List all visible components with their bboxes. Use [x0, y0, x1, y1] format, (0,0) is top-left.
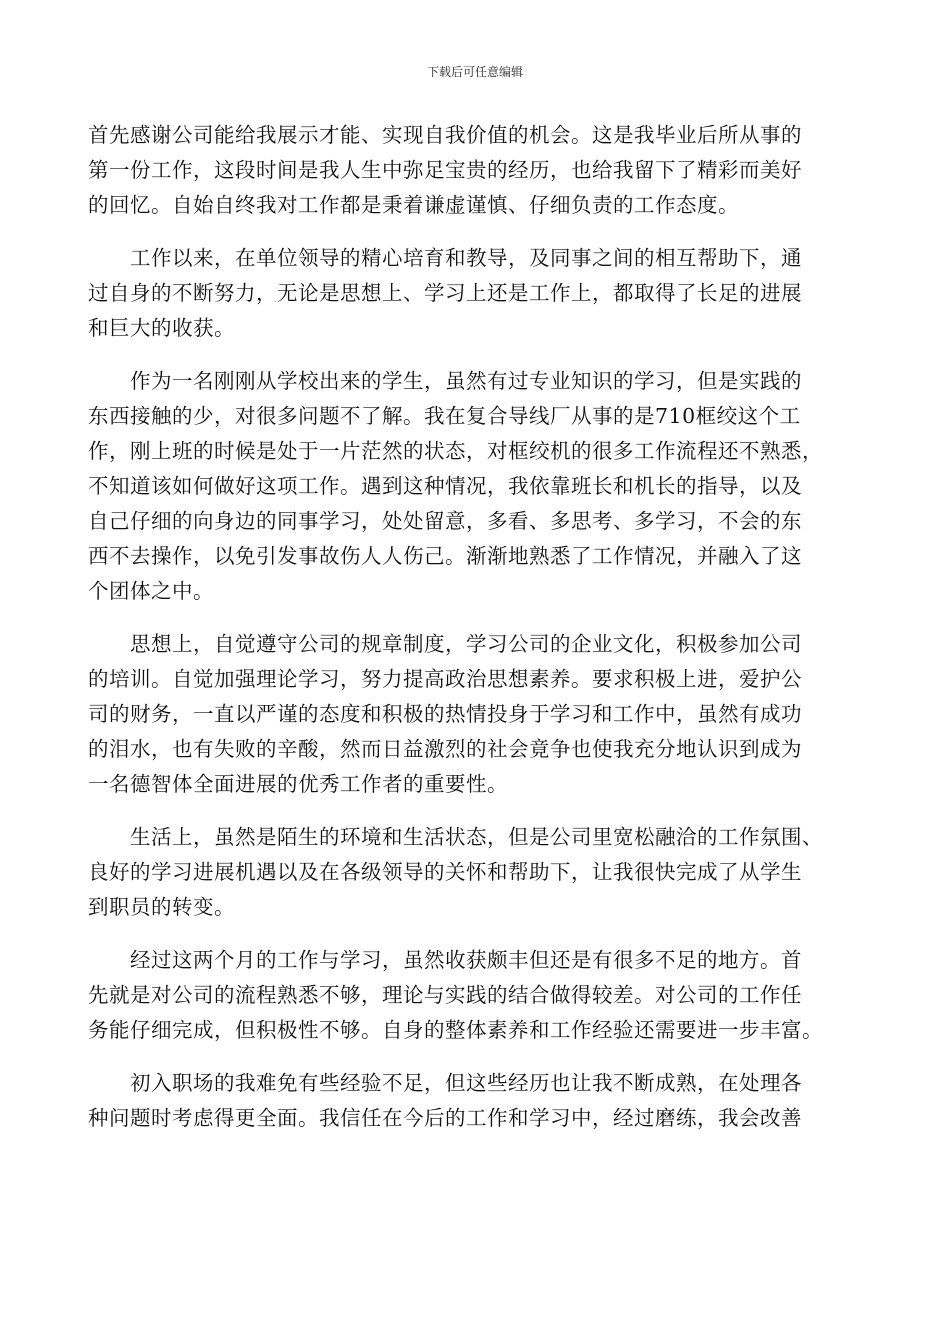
- paragraph-5: [88, 820, 863, 925]
- text-line: 良好的学习进展机遇以及在各级领导的关怀和帮助下，让我很快完成了从学生: [88, 860, 802, 884]
- text-line: 经过这两个月的工作与学习，虽然收获颇丰但还是有很多不足的地方。首: [88, 948, 802, 972]
- text-line: 思想上，自觉遵守公司的规章制度，学习公司的企业文化，积极参加公司: [88, 632, 802, 656]
- text-line: 的培训。自觉加强理论学习，努力提高政治思想素养。要求积极上进，爱护公: [88, 667, 802, 691]
- paragraph-2: [88, 241, 863, 346]
- text-line: 过自身的不断努力，无论是思想上、学习上还是工作上，都取得了长足的进展: [88, 281, 802, 305]
- text-line: 和巨大的收获。: [88, 316, 235, 340]
- text-line: 不知道该如何做好这项工作。遇到这种情况，我依靠班长和机长的指导，以及: [88, 474, 802, 498]
- text-line: 作为一名刚刚从学校出来的学生，虽然有过专业知识的学习，但是实践的: [88, 369, 802, 393]
- text-line: 工作以来，在单位领导的精心培育和教导，及同事之间的相互帮助下，通: [88, 246, 802, 270]
- text-line: 初入职场的我难免有些经验不足，但这些经历也让我不断成熟，在处理各: [88, 1071, 802, 1095]
- text-line: 司的财务，一直以严谨的态度和积极的热情投身于学习和工作中，虽然有成功: [88, 702, 802, 726]
- text-line: 首先感谢公司能给我展示才能、实现自我价值的机会。这是我毕业后所从事的: [88, 123, 802, 147]
- text-line: 个团体之中。: [88, 579, 214, 603]
- text-line: 第一份工作，这段时间是我人生中弥足宝贵的经历，也给我留下了精彩而美好: [88, 158, 802, 182]
- paragraph-1: [88, 118, 863, 223]
- paragraph-4: [88, 627, 863, 802]
- text-line: 东西接触的少，对很多问题不了解。我在复合导线厂从事的是710框绞这个工: [88, 404, 801, 428]
- text-line: 作，刚上班的时候是处于一片茫然的状态，对框绞机的很多工作流程还不熟悉，: [88, 439, 823, 463]
- text-line: 的泪水，也有失败的辛酸，然而日益激烈的社会竟争也使我充分地认识到成为: [88, 737, 802, 761]
- paragraph-3: [88, 364, 863, 609]
- text-line: 务能仔细完成，但积极性不够。自身的整体素养和工作经验还需要进一步丰富。: [88, 1018, 823, 1042]
- document-body: [88, 118, 863, 1154]
- text-line: 的回忆。自始自终我对工作都是秉着谦虚谨慎、仔细负责的工作态度。: [88, 193, 739, 217]
- paragraph-7: [88, 1066, 863, 1136]
- text-line: 种问题时考虑得更全面。我信任在今后的工作和学习中，经过磨练，我会改善: [88, 1106, 802, 1130]
- text-line: 自己仔细的向身边的同事学习，处处留意，多看、多思考、多学习，不会的东: [88, 509, 802, 533]
- text-line: 一名德智体全面进展的优秀工作者的重要性。: [88, 772, 508, 796]
- text-line: 西不去操作，以免引发事故伤人人伤己。渐渐地熟悉了工作情况，并融入了这: [88, 544, 802, 568]
- paragraph-6: [88, 943, 863, 1048]
- text-line: 先就是对公司的流程熟悉不够，理论与实践的结合做得较差。对公司的工作任: [88, 983, 802, 1007]
- text-line: 到职员的转变。: [88, 895, 235, 919]
- text-line: 生活上，虽然是陌生的环境和生活状态，但是公司里宽松融洽的工作氛围、: [88, 825, 823, 849]
- page-header: 下载后可任意编辑: [426, 65, 523, 79]
